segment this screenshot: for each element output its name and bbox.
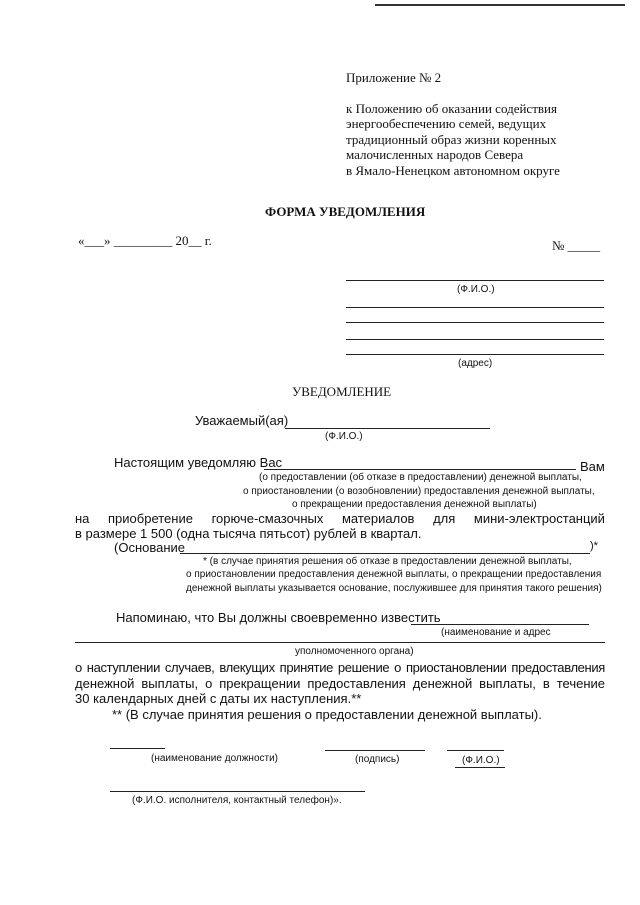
salutation-caption: (Ф.И.О.): [325, 431, 363, 442]
address-line-4: [346, 354, 604, 355]
appendix-line-5: в Ямало-Ненецком автономном округе: [346, 163, 560, 178]
purpose-word-4: материалов: [341, 511, 415, 526]
reminder-text: Напоминаю, что Вы должны своевременно известить: [116, 610, 441, 625]
appendix-line-3: традиционный образ жизни коренных: [346, 132, 557, 147]
para-line-2: денежной выплаты, о прекращении предоставления денежной выплаты, в течение: [75, 676, 605, 691]
para-line-1: о наступлении случаев, влекущих принятие решение о приостановлении предоставления: [75, 660, 605, 675]
basis-label: (Основание: [114, 540, 186, 555]
footnote-2: ** (В случае принятия решения о предоставлении денежной выплаты).: [112, 707, 542, 722]
purpose-word-6: мини-электростанций: [473, 511, 605, 526]
reminder-caption: (наименование и адрес: [441, 627, 551, 638]
purpose-word-1: на: [75, 511, 90, 526]
signer-fio-caption: (Ф.И.О.): [462, 755, 500, 766]
date-line: «___» _________ 20__ г.: [78, 233, 212, 248]
top-edge-line: [375, 4, 625, 6]
signature-caption: (подпись): [355, 754, 400, 765]
appendix-line-2: энергообеспечению семей, ведущих: [346, 116, 547, 131]
appendix-line-1: к Положению об оказании содействия: [346, 101, 557, 116]
reminder-caption-2: уполномоченного органа): [295, 646, 414, 657]
notify-text: Настоящим уведомляю Вас: [114, 455, 283, 470]
para-line-3: 30 календарных дней с даты их наступления.**: [75, 691, 362, 706]
position-line: [110, 748, 165, 749]
notify-end: Вам: [580, 459, 605, 474]
address-line-1: [346, 307, 604, 308]
form-title: ФОРМА УВЕДОМЛЕНИЯ: [265, 204, 426, 219]
purpose-word-3: горюче-смазочных: [211, 511, 324, 526]
appendix-line-4: малочисленных народов Севера: [346, 147, 524, 162]
option-line-1: (о предоставлении (об отказе в предоставлении) денежной выплаты,: [259, 472, 582, 483]
signature-line: [325, 750, 425, 751]
reminder-blank-line: [411, 624, 589, 625]
position-caption: (наименование должности): [151, 753, 279, 764]
purpose-line: [75, 511, 605, 526]
basis-end: )*: [590, 540, 598, 552]
authority-line: [75, 642, 605, 643]
basis-footnote-3: денежной выплаты указывается основание, послужившее для принятия такого решения): [186, 583, 602, 594]
notify-blank-line: [264, 469, 576, 470]
purpose-word-5: для: [433, 511, 456, 526]
executor-line: [110, 791, 365, 792]
appendix-title: Приложение № 2: [346, 70, 442, 85]
purpose-word-2: приобретение: [108, 511, 193, 526]
signer-fio-underline: [455, 767, 505, 768]
recipient-fio-line: [346, 280, 604, 281]
option-line-2: о приостановлении (о возобновлении) предоставления денежной выплаты,: [243, 486, 595, 497]
basis-line: [180, 553, 590, 554]
option-line-3: о прекращении предоставления денежной выплаты): [292, 499, 537, 510]
notice-title: УВЕДОМЛЕНИЕ: [292, 384, 392, 399]
signer-fio-line: [447, 750, 504, 751]
salutation: Уважаемый(ая): [195, 413, 289, 428]
address-line-3: [346, 339, 604, 340]
salutation-line: [285, 428, 490, 429]
address-caption: (адрес): [458, 358, 493, 369]
basis-footnote-2: о приостановлении предоставления денежной выплаты, о прекращении предоставления: [186, 569, 602, 580]
basis-footnote-1: * (в случае принятия решения об отказе в предоставлении денежной выплаты,: [203, 556, 572, 567]
executor-caption: (Ф.И.О. исполнителя, контактный телефон)».: [132, 795, 342, 806]
number-label: № _____: [552, 238, 601, 253]
recipient-fio-caption: (Ф.И.О.): [457, 284, 495, 295]
purpose-line-2: в размере 1 500 (одна тысяча пятьсот) рублей в квартал.: [75, 526, 422, 541]
address-line-2: [346, 322, 604, 323]
